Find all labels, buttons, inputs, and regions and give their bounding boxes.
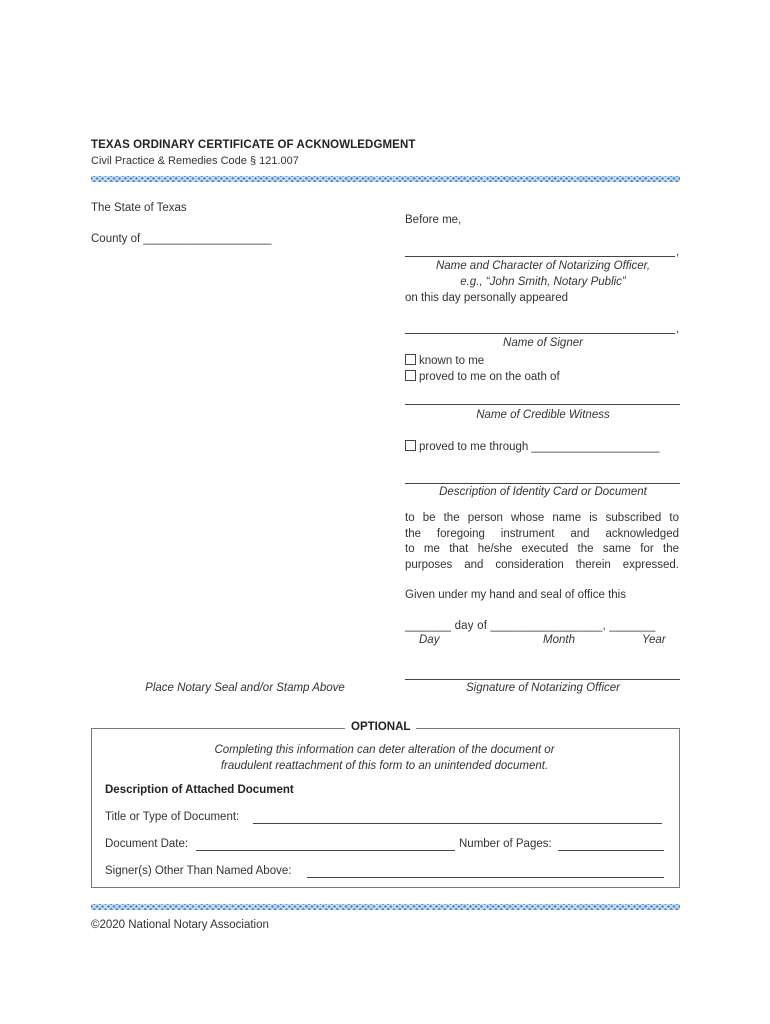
signer-line-comma: ,	[676, 323, 680, 335]
other-signers-field[interactable]	[307, 877, 664, 878]
document-subtitle: Civil Practice & Remedies Code § 121.007	[91, 155, 299, 167]
proved-through-option	[405, 440, 659, 453]
optional-note-line: Completing this information can deter alteration of the document or	[214, 744, 555, 756]
officer-example-caption: e.g., “John Smith, Notary Public”	[460, 276, 626, 288]
seal-caption: Place Notary Seal and/or Stamp Above	[145, 682, 345, 694]
date-line: _______ day of _________________, _______	[405, 620, 656, 632]
officer-caption: Name and Character of Notarizing Officer,	[435, 260, 651, 272]
signer-name-line	[405, 333, 675, 334]
witness-name-line	[405, 404, 680, 405]
proved-through-checkbox[interactable]	[405, 440, 416, 451]
signature-line	[405, 679, 680, 680]
proved-oath-label: proved to me on the oath of	[419, 371, 560, 383]
paragraph-line: to be the person whose name is subscribed to	[405, 512, 679, 524]
id-description-caption: Description of Identity Card or Document	[439, 486, 647, 498]
proved-oath-checkbox[interactable]	[405, 370, 416, 381]
attached-document-heading: Description of Attached Document	[105, 784, 294, 796]
acknowledgment-paragraph	[405, 511, 679, 573]
pages-label: Number of Pages:	[459, 838, 552, 850]
id-description-line	[405, 483, 680, 484]
year-caption: Year	[642, 634, 666, 646]
proved-through-label: proved to me through ____________________	[419, 441, 660, 453]
document-date-field[interactable]	[196, 850, 455, 851]
proved-oath-option	[405, 370, 560, 383]
document-date-label: Document Date:	[105, 838, 189, 850]
state-label: The State of Texas	[91, 202, 187, 214]
known-checkbox[interactable]	[405, 354, 416, 365]
known-label: known to me	[419, 355, 485, 367]
other-signers-label: Signer(s) Other Than Named Above:	[105, 865, 292, 877]
document-title-field[interactable]	[253, 823, 662, 824]
document-title-label: Title or Type of Document:	[105, 811, 240, 823]
paragraph-line: purposes and consideration therein expressed.	[405, 558, 679, 571]
copyright-text: ©2020 National Notary Association	[91, 919, 269, 931]
day-caption: Day	[419, 634, 440, 646]
officer-line-comma: ,	[676, 246, 680, 258]
top-decorative-band	[91, 176, 680, 182]
before-me-text: Before me,	[405, 214, 462, 226]
optional-note-line: fraudulent reattachment of this form to an unintended document.	[220, 760, 549, 772]
appeared-text: on this day personally appeared	[405, 292, 569, 304]
witness-caption: Name of Credible Witness	[476, 409, 610, 421]
paragraph-line: the foregoing instrument and acknowledged	[405, 527, 679, 540]
county-field: County of ____________________	[91, 233, 272, 245]
document-title: TEXAS ORDINARY CERTIFICATE OF ACKNOWLEDGMENT	[91, 139, 416, 151]
given-text: Given under my hand and seal of office this	[405, 589, 626, 601]
paragraph-line: to me that he/she executed the same for the	[405, 543, 679, 555]
signer-caption: Name of Signer	[503, 337, 583, 349]
known-option	[405, 354, 484, 367]
month-caption: Month	[543, 634, 575, 646]
signature-caption: Signature of Notarizing Officer	[465, 682, 621, 694]
officer-name-line	[405, 256, 675, 257]
pages-field[interactable]	[558, 850, 664, 851]
optional-heading: OPTIONAL	[345, 721, 416, 733]
bottom-decorative-band	[91, 904, 680, 910]
